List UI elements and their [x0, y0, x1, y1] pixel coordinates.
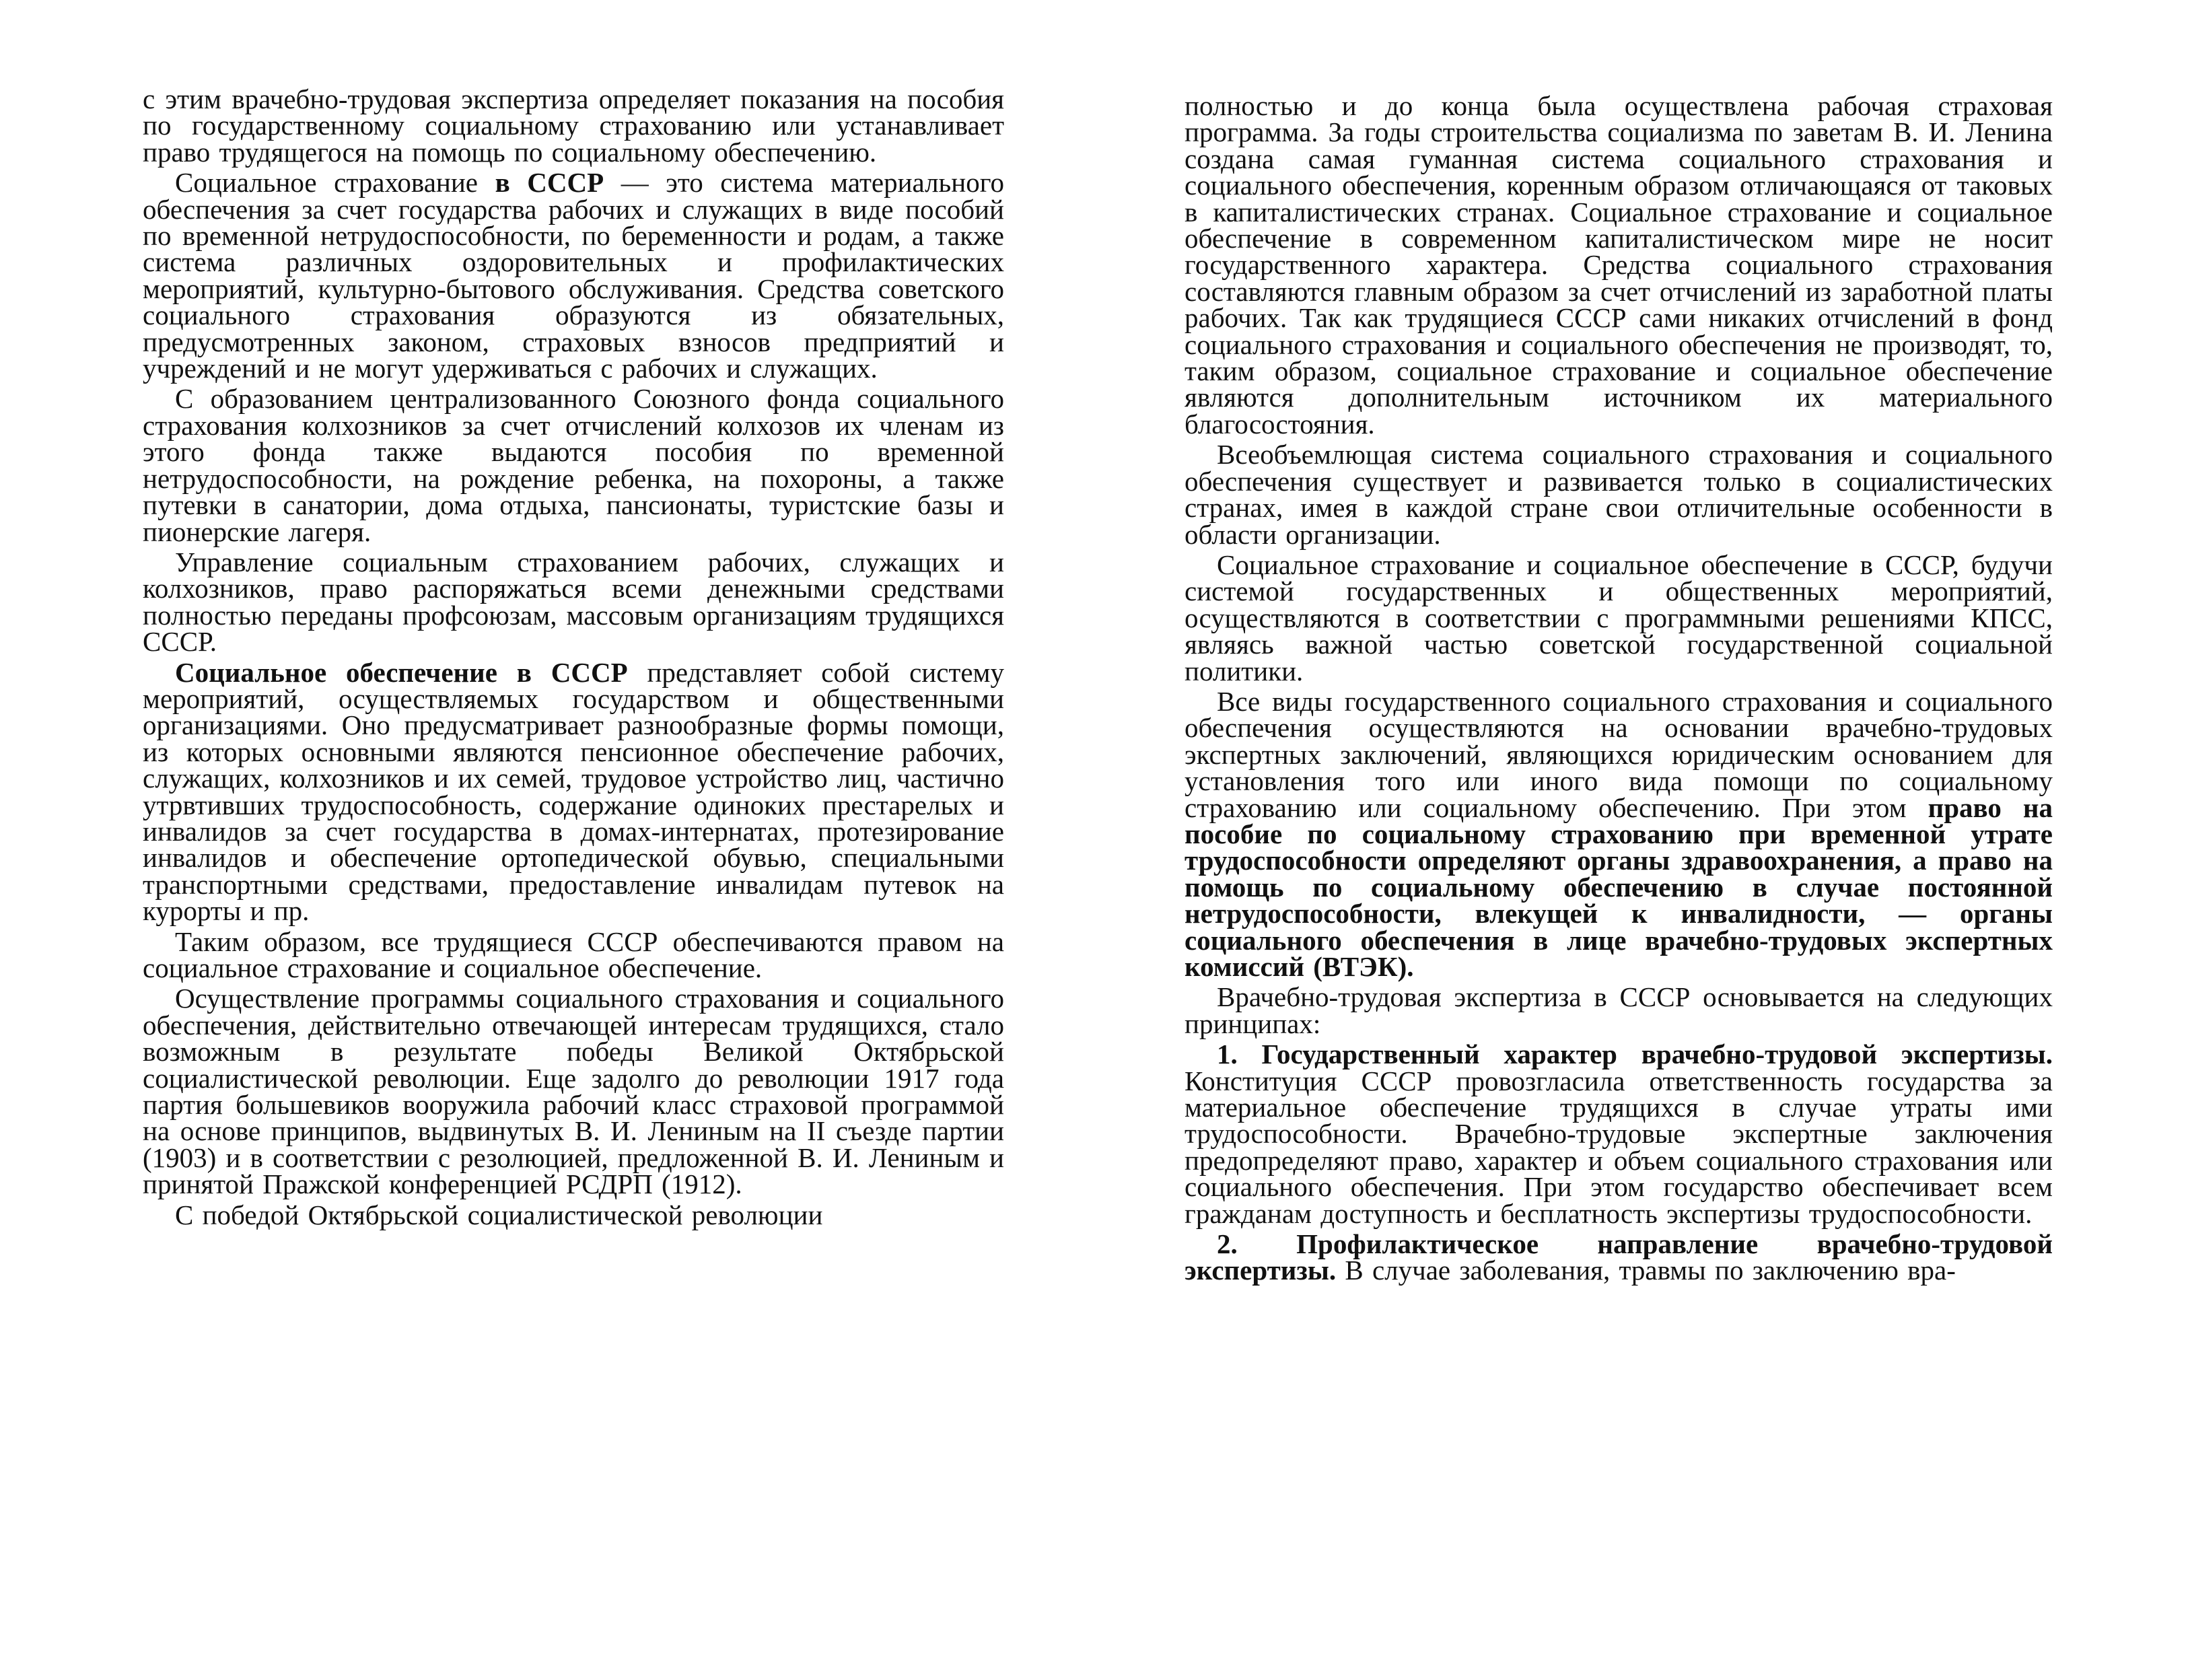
paragraph: [143, 983, 1004, 1200]
paragraph: [1185, 981, 2053, 1039]
bold-term: Социальное обеспечение в СССР: [175, 656, 628, 688]
paragraph-text: Врачебно-трудовая экспертиза в СССР основывается на следующих принципах:: [1185, 981, 2053, 1039]
right-page-column: [1185, 90, 2053, 1288]
principle-heading: 2. Профилактическое направление врачебно-трудовой экспертизы.: [1185, 1228, 2053, 1286]
paragraph-text: Всеобъемлющая система социального страхования и социального обеспечения существует и развивается только в социалистических странах, имея в каждой стране свои отличительные особенности в области организации.: [1185, 439, 2053, 550]
paragraph: [1185, 1228, 2053, 1286]
paragraph: [143, 656, 1005, 927]
paragraph-text: представляет собой систему мероприятий, осуществляемых государством и общественными организациями. Оно предусматривает разнообразные формы помощи, из которых основными являются пенсионное обеспечение рабочих, служащих, колхозников и их семей, трудовое устройство лиц, частично утрвтивших трудоспособность, содержание одиноких престарелых и инвалидов за счет государства в домах-интернатах, протезирование инвалидов и обеспечение ортопедической обувью, специальными транспортными средствами, предоставление инвалидам путевок на курорты и пр.: [143, 656, 1005, 927]
paragraph-text: С образованием централизованного Союзного фонда социального страхования колхозников за счет отчислений колхозов их членам из этого фонда также выдаются пособия по временной нетрудоспособности, на рождение ребенка, на похороны, а также путевки в санатории, дома отдыха, пансионаты, туристские базы и пионерские лагеря.: [143, 383, 1004, 547]
paragraph-text: Социальное страхование: [175, 167, 495, 199]
paragraph-text: В случае заболевания, травмы по заключению вра-: [1336, 1255, 1956, 1286]
bold-statement: право на пособие по социальному страхованию при временной утрате трудоспособности определяют органы здравоохранения, а право на помощь по социальному обеспечению в случае постоянной нетрудоспособности, влекущей к инвалидности, — органы социального обеспечения в лице врачебно-трудовых экспертных комиссий (ВТЭК).: [1185, 792, 2053, 982]
paragraph-text: Управление социальным страхованием рабочих, служащих и колхозников, право распоряжаться всеми денежными средствами полностью переданы профсоюзам, массовым организациям трудящихся СССР.: [143, 546, 1004, 658]
paragraph-text: с этим врачебно-трудовая экспертиза определяет показания на пособия по государственному социальному страхованию или устанавливает право трудящегося на помощь по социальному обеспечению.: [143, 83, 1004, 168]
paragraph-text: С победой Октябрьской социалистической революции: [175, 1199, 823, 1230]
paragraph: [143, 383, 1004, 547]
paragraph: [143, 1199, 1004, 1230]
paragraph: [143, 546, 1004, 658]
paragraph: [143, 925, 1004, 983]
principle-heading: 1. Государственный характер врачебно-трудовой экспертизы.: [1217, 1039, 2053, 1070]
paragraph: [1185, 90, 2053, 440]
paragraph: [143, 83, 1004, 168]
paragraph: [1185, 549, 2053, 687]
paragraph-text: — это система материального обеспечения за счет государства рабочих и служащих в виде пособий по временной нетрудоспособности, по беременности и родам, а также система различных оздоровительных и профилактических мероприятий, культурно-бытового обслуживания. Средства советского социального страхования образуются из обязательных, предусмотренных законом, страховых взносов предприятий и учреждений и не могут удерживаться с рабочих и служащих.: [143, 167, 1004, 384]
paragraph-text: Все виды государственного социального страхования и социального обеспечения осуществляются на основании врачебно-трудовых экспертных заключений, являющихся юридическим основанием для установления того или иного вида помощи по социальному страхованию или социальному обеспечению. При этом: [1185, 685, 2053, 823]
bold-term: в СССР: [495, 167, 604, 199]
left-page-column: [143, 83, 1005, 1232]
paragraph: [1185, 439, 2053, 550]
paragraph-text: Социальное страхование и социальное обеспечение в СССР, будучи системой государственных и общественных мероприятий, осуществляются в соответствии с программными решениями КПСС, являясь важной частью советской государственной социальной политики.: [1185, 549, 2053, 687]
paragraph-text: Осуществление программы социального страхования и социального обеспечения, действительно отвечающей интересам трудящихся, стало возможным в результате победы Великой Октябрьской социалистической революции. Еще задолго до революции 1917 года партия большевиков вооружила рабочий класс страховой программой на основе принципов, выдвинутых В. И. Лениным на II съезде партии (1903) и в соответствии с резолюцией, предложенной В. И. Лениным и принятой Пражской конференцией РСДРП (1912).: [143, 983, 1004, 1200]
paragraph: [143, 167, 1004, 384]
paragraph-text: Таким образом, все трудящиеся СССР обеспечиваются правом на социальное страхование и социальное обеспечение.: [143, 925, 1004, 983]
paragraph: [1185, 1041, 2053, 1227]
paragraph-text: Конституция СССР провозгласила ответственность государства за материальное обеспечение трудящихся в случае утраты ими трудоспособности. Врачебно-трудовые экспертные заключения предопределяют право, характер и объем социального страхования или социального обеспечения. При этом государство обеспечивает всем гражданам доступность и бесплатность экспертизы трудоспособности.: [1185, 1065, 2053, 1229]
paragraph: [1185, 685, 2053, 982]
paragraph-text: полностью и до конца была осуществлена рабочая страховая программа. За годы строительства социализма по заветам В. И. Ленина создана самая гуманная система социального страхования и социального обеспечения, коренным образом отличающаяся от таковых в капиталистических странах. Социальное страхование и социальное обеспечение в современном капиталистическом мире не носит государственного характера. Средства социального страхования составляются главным образом за счет отчислений из заработной платы рабочих. Так как трудящиеся СССР сами никаких отчислений в фонд социального страхования и социального обеспечения не производят, то, таким образом, социальное страхование и социальное обеспечение являются дополнительным источником их материального благосостояния.: [1185, 90, 2053, 440]
